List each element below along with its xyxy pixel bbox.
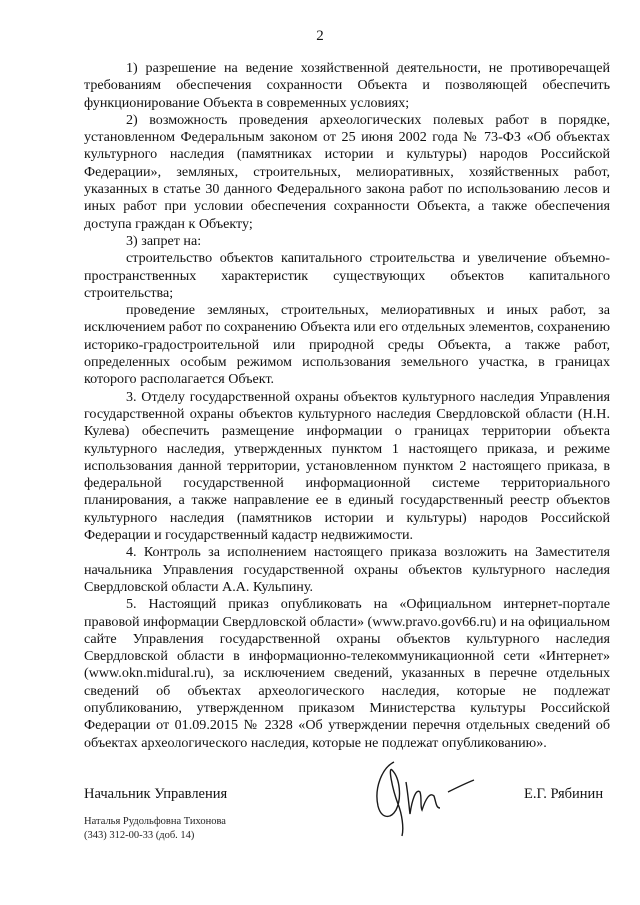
- paragraph-prohibition-construction: строительство объектов капитального строительства и увеличение объемно-пространственных характеристик существующих объектов капитального строительства;: [84, 250, 610, 301]
- handwritten-signature: [352, 748, 482, 838]
- signer-name: Е.Г. Рябинин: [524, 786, 604, 802]
- executor-name: Наталья Рудольфовна Тихонова: [84, 816, 226, 827]
- signer-title: Начальник Управления: [84, 786, 228, 802]
- paragraph-prohibition-works: проведение земляных, строительных, мелиоративных и иных работ, за исключением работ по сохранению Объекта или его отдельных элементов, сохранению историко-градостроительной или природной среды Объекта, а также работ, определенных особым режимом использования земельного участка, в границах которого располагается Объект.: [84, 302, 610, 388]
- executor-phone: (343) 312-00-33 (доб. 14): [84, 830, 195, 841]
- paragraph-item-5: 5. Настоящий приказ опубликовать на «Официальном интернет-портале правовой информации Свердловской области» (www.pravo.gov66.ru) и на официальном сайте Управления государственной охраны объектов культурного наследия Свердловской области в информационно-телекоммуникационной сети «Интернет» (www.okn.midural.ru), за исключением сведений, указанных в перечне отдельных сведений об объектах археологического наследия, которые не подлежат опубликованию, утвержденном приказом Министерства культуры Российской Федерации от 01.09.2015 № 2328 «Об утверждении перечня отдельных сведений об объектах археологического наследия, которые не подлежат опубликованию».: [84, 596, 610, 751]
- page-number: 2: [316, 28, 324, 44]
- paragraph-item-4: 4. Контроль за исполнением настоящего приказа возложить на Заместителя начальника Управления государственной охраны объектов культурного наследия Свердловской области А.А. Кульпину.: [84, 544, 610, 595]
- document-body: [84, 60, 610, 752]
- paragraph-prohibition-header: 3) запрет на:: [126, 232, 202, 249]
- paragraph-permission: 1) разрешение на ведение хозяйственной деятельности, не противоречащей требованиям обеспечения сохранности Объекта и позволяющей обеспечить функционирование Объекта в современных условиях;: [84, 60, 610, 111]
- paragraph-item-3: 3. Отделу государственной охраны объектов культурного наследия Управления государственной охраны объектов культурного наследия Свердловской области (Н.Н. Кулева) обеспечить размещение информации о границах территории объекта культурного наследия, утвержденных пунктом 1 настоящего приказа, и режиме использования данной территории, установленном пунктом 2 настоящего приказа, в федеральной государственной информационной системе территориального планирования, а также направление ее в единый государственный реестр объектов культурного наследия (памятников истории и культуры) народов Российской Федерации и государственный кадастр недвижимости.: [84, 388, 610, 544]
- paragraph-possibility: 2) возможность проведения археологических полевых работ в порядке, установленном Федеральным законом от 25 июня 2002 года № 73-ФЗ «Об объектах культурного наследия (памятниках истории и культуры) народов Российской Федерации», земляных, строительных, мелиоративных, хозяйственных работ, указанных в статье 30 данного Федерального закона работ по использованию лесов и иных работ при условии обеспечения сохранности Объекта, а также обеспечения доступа граждан к Объекту;: [84, 111, 610, 232]
